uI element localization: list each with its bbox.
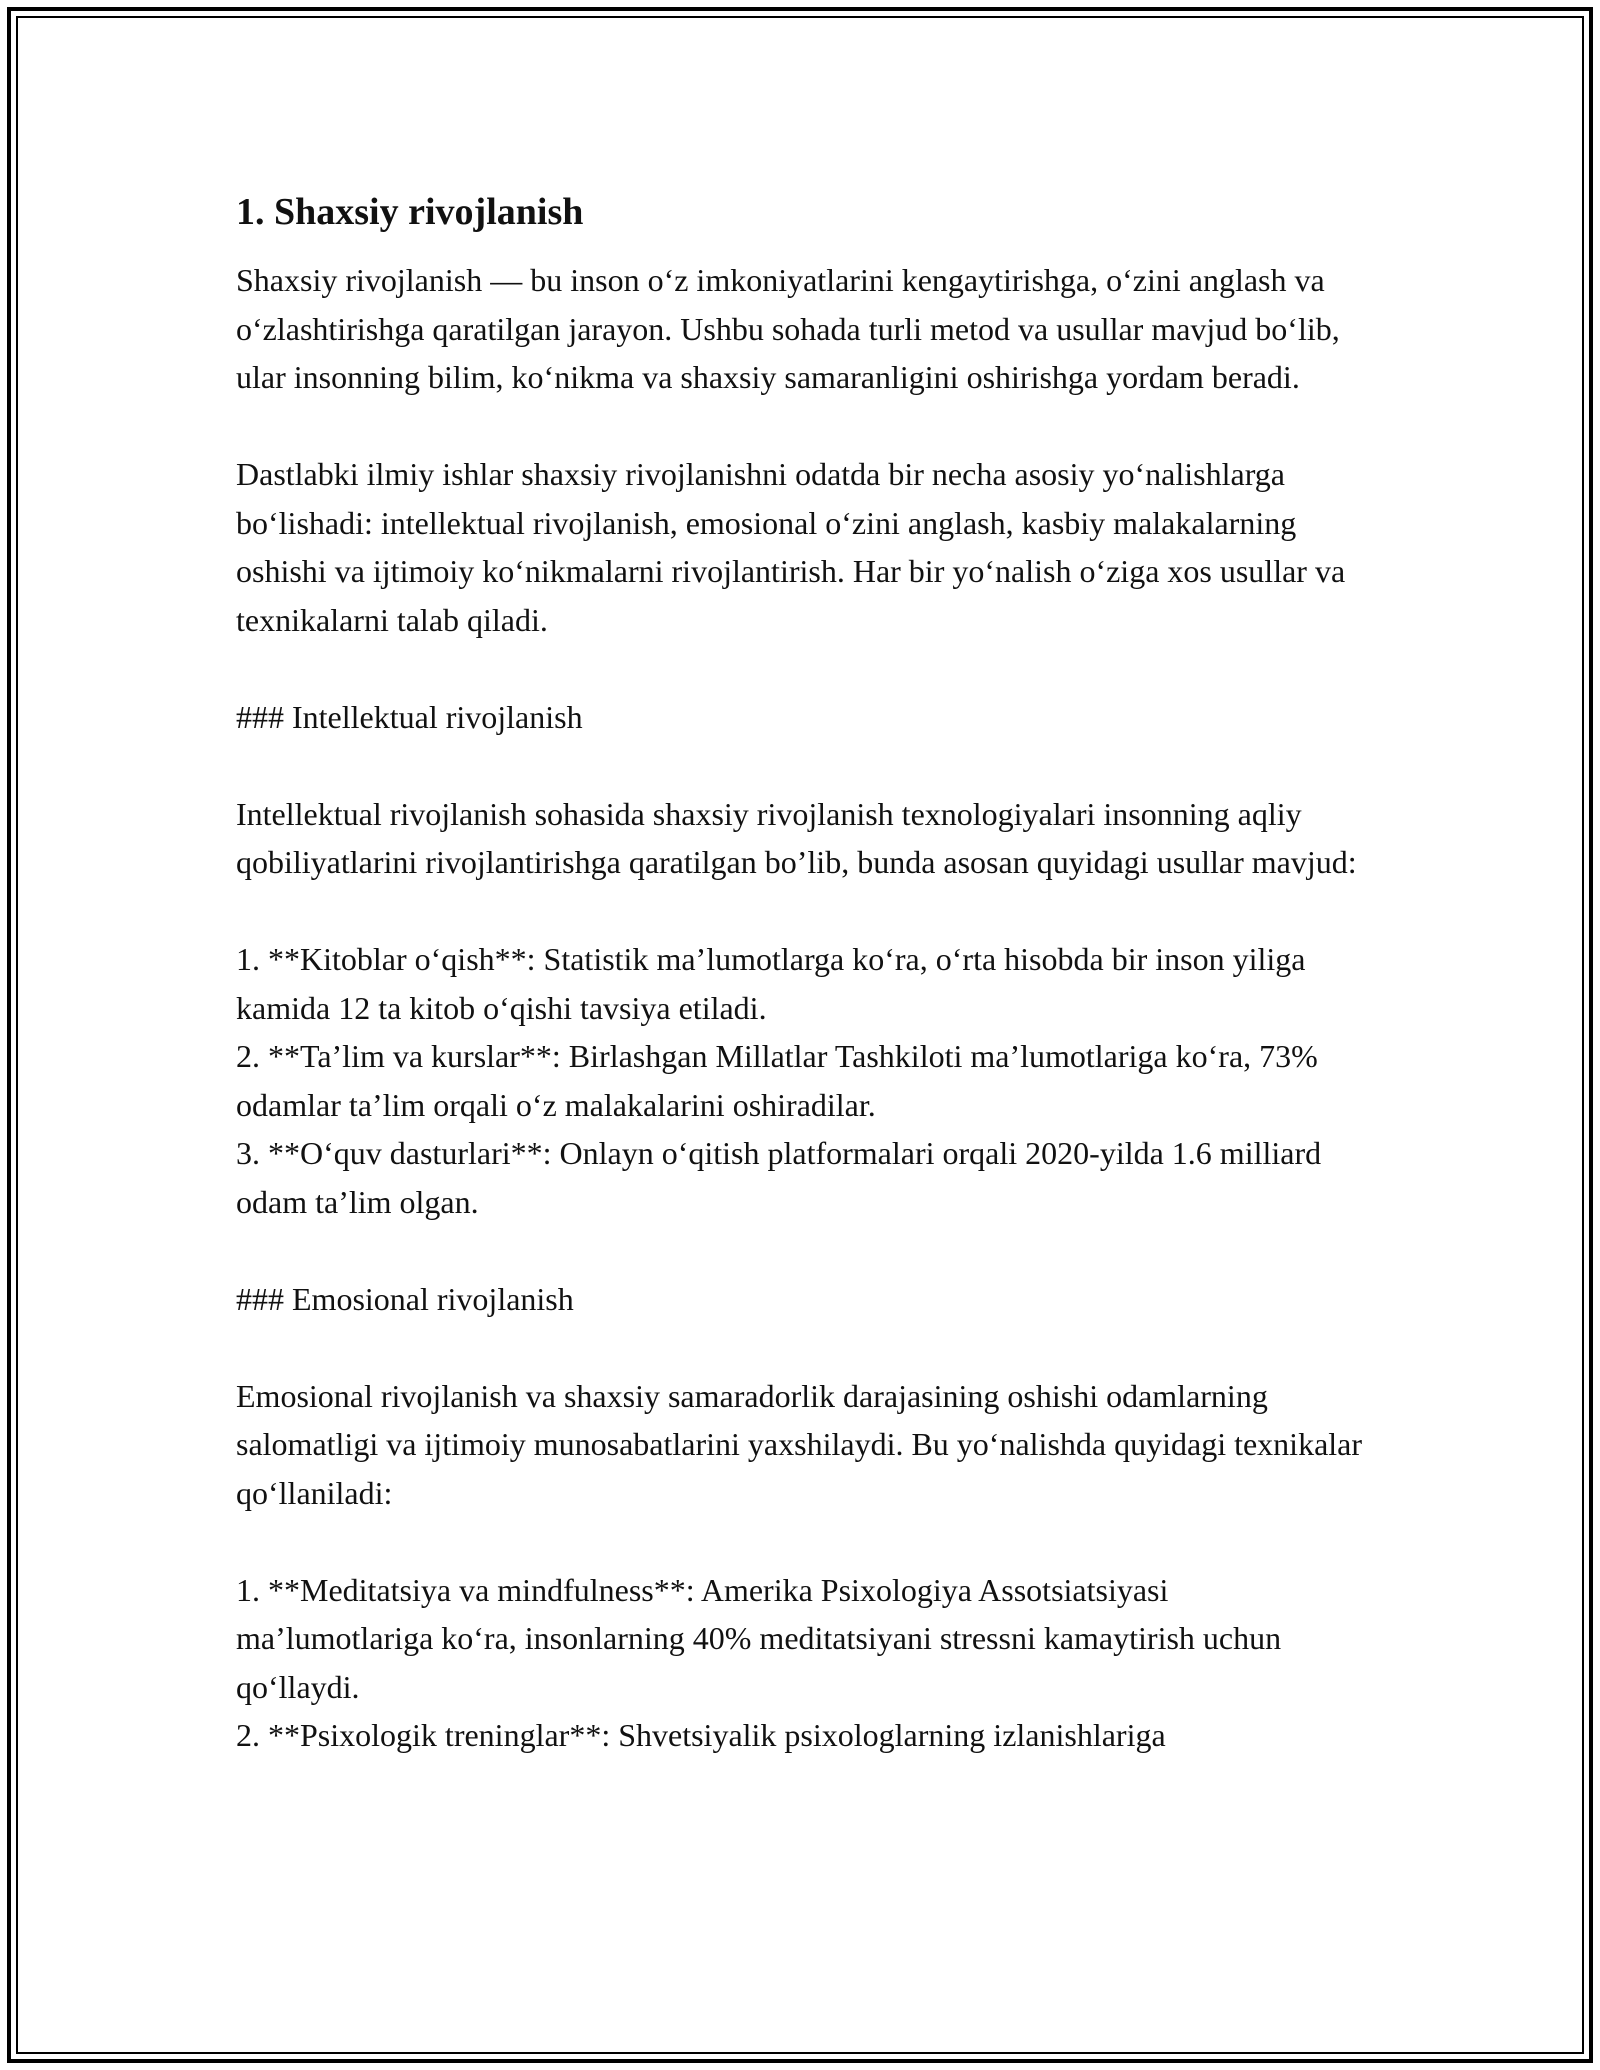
spacer	[236, 1226, 1366, 1275]
list-intellectual-methods: 1. **Kitoblar o‘qish**: Statistik ma’lumotlarga ko‘ra, o‘rta hisobda bir inson yiliga kamida 12 ta kitob o‘qishi tavsiya etiladi. 2. **Ta’lim va kurslar**: Birlashgan Millatlar Tashkiloti ma’lumotlariga ko‘ra, 73% odamlar ta’lim orqali o‘z malakalarini oshiradilar. 3. **O‘quv dasturlari**: Onlayn o‘qitish platformalari orqali 2020-yilda 1.6 milliard odam ta’lim olgan.	[236, 941, 1322, 1220]
paragraph-intro: Shaxsiy rivojlanish — bu inson o‘z imkoniyatlarini kengaytirishga, o‘zini anglash va o‘zlashtirishga qaratilgan jarayon. Ushbu sohada turli metod va usullar mavjud bo‘lib, ular insonning bilim, ko‘nikma va shaxsiy samaranligini oshirishga yordam beradi.	[236, 262, 1348, 395]
spacer	[236, 887, 1366, 936]
spacer	[236, 1517, 1366, 1566]
paragraph-emotional: Emosional rivojlanish va shaxsiy samaradorlik darajasining oshishi odamlarning salomatligi va ijtimoiy munosabatlarini yaxshilaydi. Bu yo‘nalishda quyidagi texnikalar qo‘llaniladi:	[236, 1377, 1371, 1511]
paragraph-directions: Dastlabki ilmiy ishlar shaxsiy rivojlanishni odatda bir necha asosiy yo‘nalishlarga bo‘lishadi: intellektual rivojlanish, emosional o‘zini anglash, kasbiy malakalarning oshishi va ijtimoiy ko‘nikmalarni rivojlantirish. Har bir yo‘nalish o‘ziga xos usullar va texnikalarni talab qiladi.	[236, 456, 1354, 638]
list-emotional-techniques: 1. **Meditatsiya va mindfulness**: Amerika Psixologiya Assotsiatsiyasi ma’lumotlariga ko‘ra, insonlarning 40% meditatsiyani stressni kamaytirish uchun qo‘llaydi. 2. **Psixologik treninglar**: Shvetsiyalik psixologlarning izlanishlariga	[236, 1571, 1282, 1753]
spacer	[236, 741, 1366, 790]
spacer	[236, 402, 1366, 451]
spacer	[236, 1323, 1366, 1372]
subheading-emotional: ### Emosional rivojlanish	[236, 1280, 574, 1317]
spacer	[236, 644, 1366, 693]
section-title: 1. Shaxsiy rivojlanish	[236, 191, 584, 233]
document-body	[236, 186, 1371, 1760]
subheading-intellectual: ### Intellektual rivojlanish	[236, 698, 583, 735]
paragraph-intellectual: Intellektual rivojlanish sohasida shaxsiy rivojlanish texnologiyalari insonning aqliy qobiliyatlarini rivojlantirishga qaratilgan bo’lib, bunda asosan quyidagi usullar mavjud:	[236, 795, 1357, 880]
